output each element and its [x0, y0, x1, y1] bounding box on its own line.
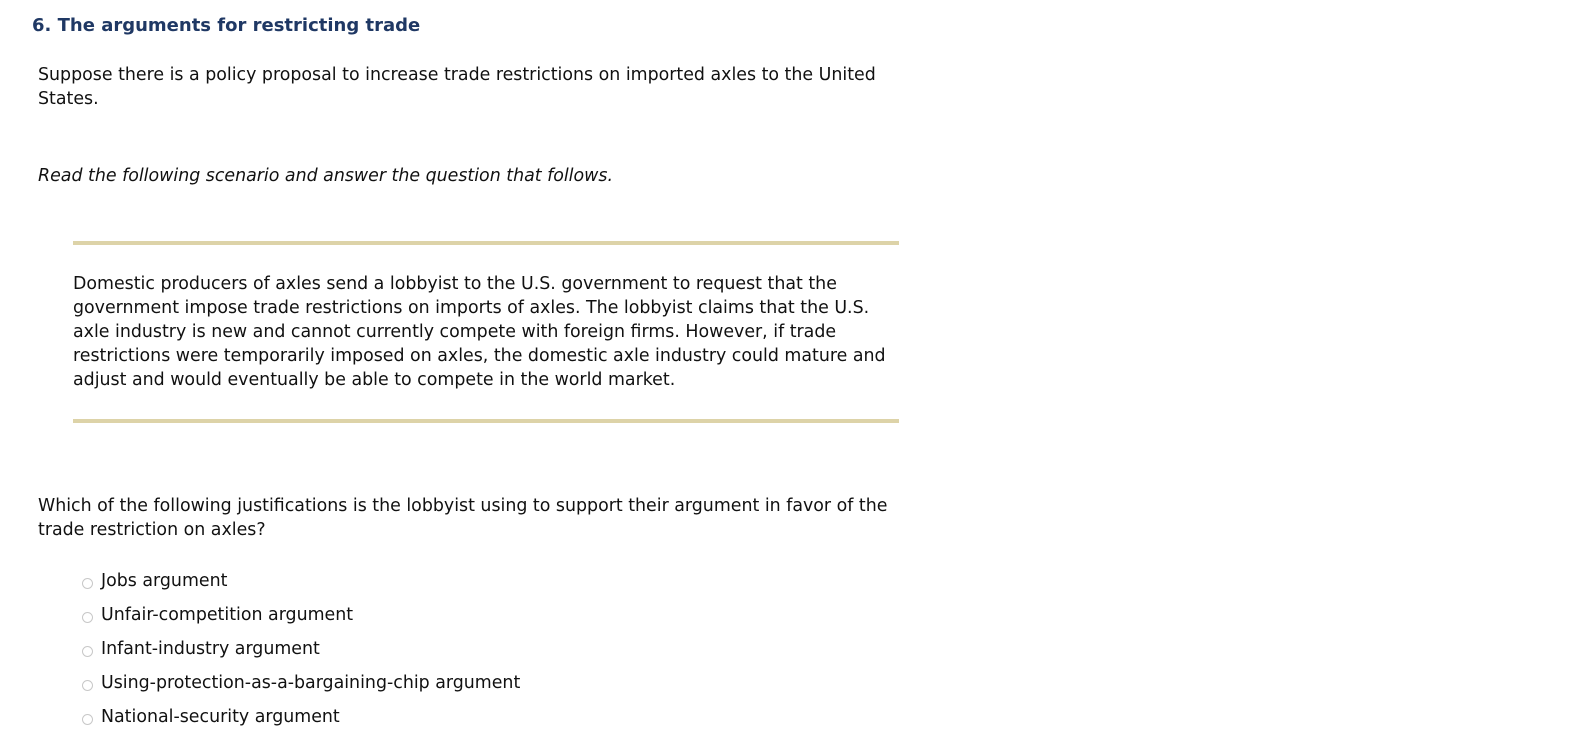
option-label[interactable]: Unfair-competition argument [101, 605, 354, 625]
scenario-bottom-divider [73, 419, 899, 423]
option-label[interactable]: Infant-industry argument [101, 639, 320, 659]
radio-button-icon[interactable] [82, 714, 93, 725]
radio-button-icon[interactable] [82, 680, 93, 691]
question-title: 6. The arguments for restricting trade [32, 15, 421, 36]
option-unfair-competition[interactable] [82, 598, 520, 632]
option-bargaining-chip[interactable] [82, 666, 520, 700]
radio-button-icon[interactable] [82, 646, 93, 657]
scenario-top-divider [73, 241, 899, 245]
option-label[interactable]: Jobs argument [101, 571, 228, 591]
radio-button-icon[interactable] [82, 612, 93, 623]
option-label[interactable]: Using-protection-as-a-bargaining-chip argument [101, 673, 521, 693]
scenario-text: Domestic producers of axles send a lobbyist to the U.S. government to request that the government impose trade restrictions on imports of axles. The lobbyist claims that the U.S. axle industry is new and cannot currently compete with foreign firms. However, if trade restrictions were temporarily imposed on axles, the domestic axle industry could mature and adjust and would eventually be able to compete in the world market. [73, 274, 886, 390]
intro-text: Suppose there is a policy proposal to increase trade restrictions on imported axles to the United States. [38, 65, 876, 109]
question-prompt: Which of the following justifications is the lobbyist using to support their argument in favor of the trade restriction on axles? [38, 496, 888, 540]
instruction-text: Read the following scenario and answer the question that follows. [38, 166, 613, 186]
radio-button-icon[interactable] [82, 578, 93, 589]
option-infant-industry[interactable] [82, 632, 520, 666]
option-label[interactable]: National-security argument [101, 707, 340, 727]
option-national-security[interactable] [82, 700, 520, 734]
answer-options [82, 564, 520, 734]
option-jobs[interactable] [82, 564, 520, 598]
